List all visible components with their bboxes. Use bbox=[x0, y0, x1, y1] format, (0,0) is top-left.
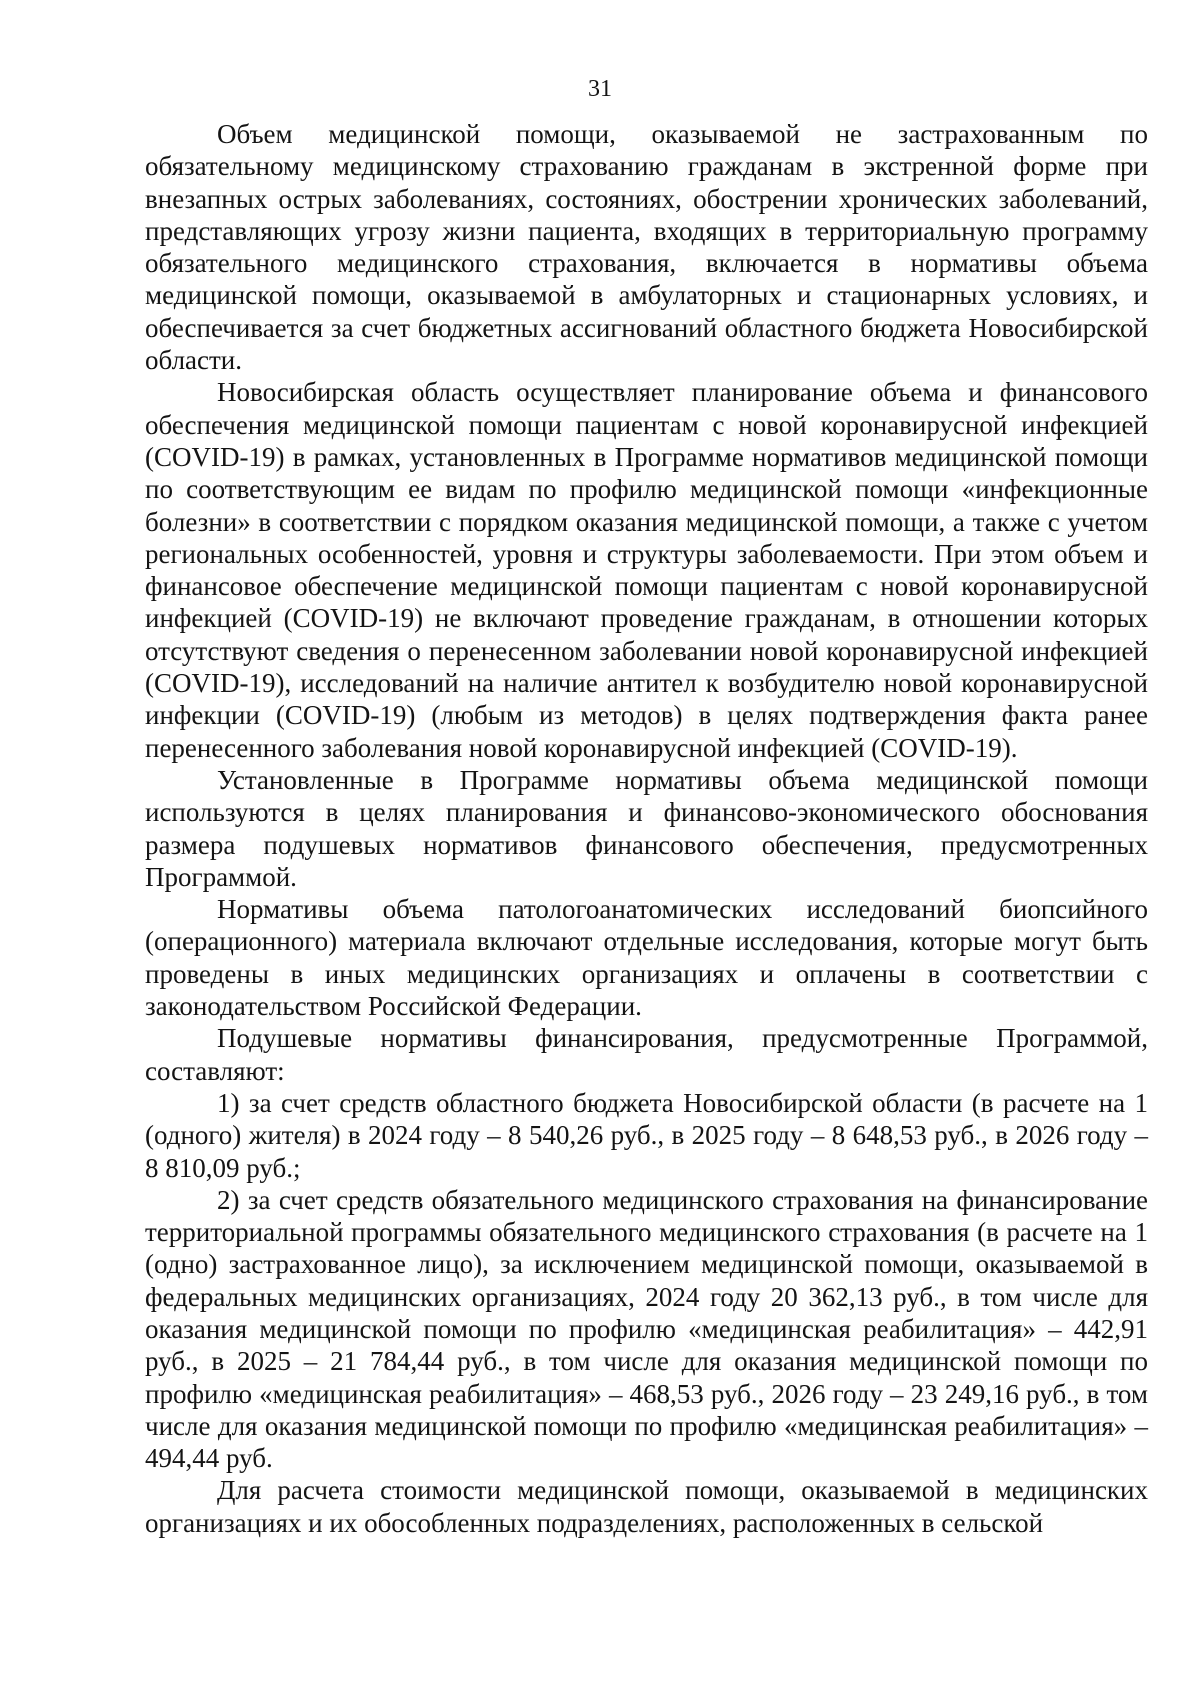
paragraph-rural-cost-calculation: Для расчета стоимости медицинской помощи, оказываемой в медицинских организациях и их обособленных подразделениях, расположенных в сельской bbox=[145, 1475, 1148, 1538]
list-item-compulsory-insurance: 2) за счет средств обязательного медицинского страхования на финансирование территориальной программы обязательного медицинского страхования (в расчете на 1 (одно) застрахованное лицо), за исключением медицинской помощи, оказываемой в федеральных медицинских организациях, 2024 году 20 362,13 руб., в том числе для оказания медицинской помощи по профилю «медицинская реабилитация» – 442,91 руб., в 2025 – 21 784,44 руб., в том числе для оказания медицинской помощи по профилю «медицинская реабилитация» – 468,53 руб., 2026 году – 23 249,16 руб., в том числе для оказания медицинской помощи по профилю «медицинская реабилитация» – 494,44 руб. bbox=[145, 1184, 1148, 1474]
paragraph-covid-planning: Новосибирская область осуществляет планирование объема и финансового обеспечения медицинской помощи пациентам с новой коронавирусной инфекцией (COVID-19) в рамках, установленных в Программе нормативов медицинской помощи по соответствующим ее видам по профилю медицинской помощи «инфекционные болезни» в соответствии с порядком оказания медицинской помощи, а также с учетом региональных особенностей, уровня и структуры заболеваемости. При этом объем и финансовое обеспечение медицинской помощи пациентам с новой коронавирусной инфекцией (COVID-19) не включают проведение гражданам, в отношении которых отсутствуют сведения о перенесенном заболевании новой коронавирусной инфекцией (COVID-19), исследований на наличие антител к возбудителю новой коронавирусной инфекции (COVID-19) (любым из методов) в целях подтверждения факта ранее перенесенного заболевания новой коронавирусной инфекцией (COVID-19). bbox=[145, 377, 1148, 763]
document-body bbox=[145, 118, 1148, 1539]
paragraph-per-capita-intro: Подушевые нормативы финансирования, предусмотренные Программой, составляют: bbox=[145, 1023, 1148, 1086]
paragraph-uninsured-emergency-care: Объем медицинской помощи, оказываемой не застрахованным по обязательному медицинскому страхованию гражданам в экстренной форме при внезапных острых заболеваниях, состояниях, обострении хронических заболеваний, представляющих угрозу жизни пациента, входящих в территориальную программу обязательного медицинского страхования, включается в нормативы объема медицинской помощи, оказываемой в амбулаторных и стационарных условиях, и обеспечивается за счет бюджетных ассигнований областного бюджета Новосибирской области. bbox=[145, 119, 1148, 376]
paragraph-pathology-norms: Нормативы объема патологоанатомических исследований биопсийного (операционного) материала включают отдельные исследования, которые могут быть проведены в иных медицинских организациях и оплачены в соответствии с законодательством Российской Федерации. bbox=[145, 894, 1148, 1022]
list-item-regional-budget: 1) за счет средств областного бюджета Новосибирской области (в расчете на 1 (одного) жителя) в 2024 году – 8 540,26 руб., в 2025 году – 8 648,53 руб., в 2026 году – 8 810,09 руб.; bbox=[145, 1087, 1148, 1183]
paragraph-volume-norms-usage: Установленные в Программе нормативы объема медицинской помощи используются в целях планирования и финансово-экономического обоснования размера подушевых нормативов финансового обеспечения, предусмотренных Программой. bbox=[145, 764, 1148, 892]
page-number: 31 bbox=[588, 76, 612, 102]
